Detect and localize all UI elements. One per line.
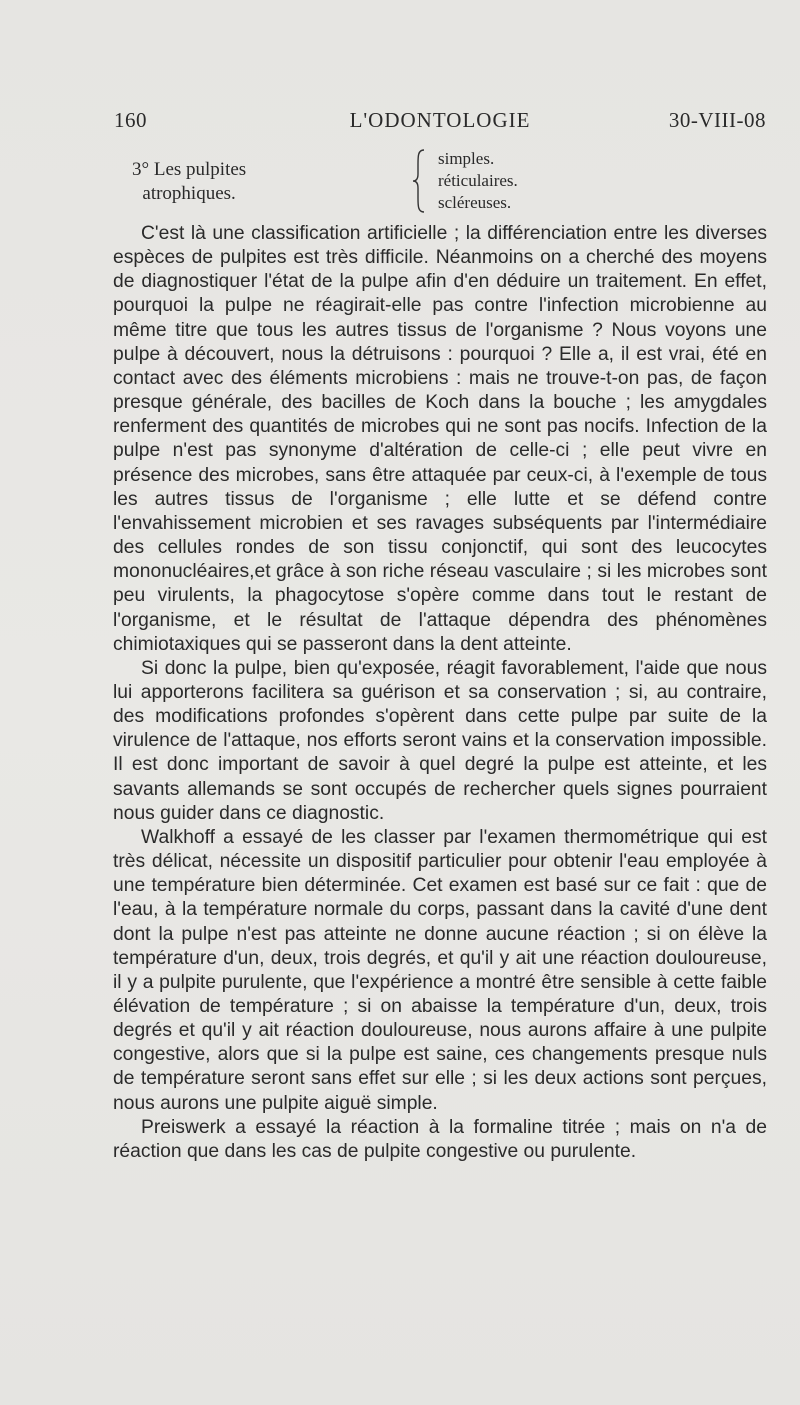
paragraph: C'est là une classification artificielle ; la différenciation entre les diverses espèces de pulpites est très difficile. Néanmoins on a cherché des moyens de diagnostiquer l'état de la pulpe afin d'en déduire un traitement. En effet, pourquoi la pulpe ne réagirait-elle pas contre l'infection microbienne au même titre que tous les autres tissus de l'organisme ? Nous voyons une pulpe à découvert, nous la détruisons : pourquoi ? Elle a, il est vrai, été en contact avec des éléments microbiens : mais ne trouve-t-on pas, de façon presque générale, des bacilles de Koch dans la bouche ; les amygdales renferment des quantités de microbes qui ne sont pas nocifs. Infection de la pulpe n'est pas synonyme d'altération de celle-ci ; elle peut vivre en présence des microbes, sans être attaquée par ceux-ci, à l'exemple de tous les autres tissus de l'organisme ; elle lutte et se défend contre l'envahissement microbien et ses ravages subséquents par l'intermédiaire des cellules rondes de son tissu conjonctif, qui sont des leucocytes mononucléaires,et grâce à son riche réseau vasculaire ; si les microbes sont peu virulents, la phagocytose s'opère comme dans tout le restant de l'organisme, et le résultat de l'attaque dépendra des phénomènes chimiotaxiques qui se passeront dans la dent atteinte. [113, 223, 767, 655]
running-title: L'ODONTOLOGIE [349, 108, 531, 132]
body-text [113, 222, 767, 1164]
classification-item: scléreuses. [438, 193, 512, 212]
curly-brace-icon [412, 148, 428, 214]
classification-lead-line-2: atrophiques. [142, 183, 236, 204]
classification-lead [132, 158, 246, 206]
classification-items [438, 148, 518, 214]
page-number: 160 [114, 108, 147, 132]
classification-lead-line-1: 3° Les pulpites [132, 159, 247, 180]
classification-item: simples. [438, 149, 495, 168]
paragraph: Preiswerk a essayé la réaction à la formaline titrée ; mais on n'a de réaction que dans les cas de pulpite congestive ou purulente. [113, 1116, 767, 1162]
classification-block [120, 148, 520, 214]
running-header [114, 108, 766, 138]
paragraph: Walkhoff a essayé de les classer par l'examen thermométrique qui est très délicat, nécessite un dispositif particulier pour obtenir l'eau employée à une température bien déterminée. Cet examen est basé sur ce fait : que de l'eau, à la température normale du corps, passant dans la cavité d'une dent dont la pulpe n'est pas atteinte ne donne aucune réaction ; si on élève la température d'un, deux, trois degrés, et qu'il y ait une réaction douloureuse, il y a pulpite purulente, que l'expérience a montré être sensible à cette faible élévation de température ; si on abaisse la température d'un, deux, trois degrés et qu'il y ait réaction douloureuse, nous aurons affaire à une pulpite congestive, alors que si la pulpe est saine, ces changements presque nuls de température seront sans effet sur elle ; si les deux actions sont perçues, nous aurons une pulpite aiguë simple. [113, 826, 767, 1114]
paragraph: Si donc la pulpe, bien qu'exposée, réagit favorablement, l'aide que nous lui apporterons facilitera sa guérison et sa conservation ; si, au contraire, des modifications profondes s'opèrent dans cette pulpe par suite de la virulence de l'attaque, nos efforts seront vains et la conservation impossible. Il est donc important de savoir à quel degré la pulpe est atteinte, et les savants allemands se sont occupés de rechercher quels signes pourraient nous guider dans ce diagnostic. [113, 657, 767, 824]
classification-item: réticulaires. [438, 171, 518, 190]
issue-date: 30-VIII-08 [668, 108, 766, 132]
